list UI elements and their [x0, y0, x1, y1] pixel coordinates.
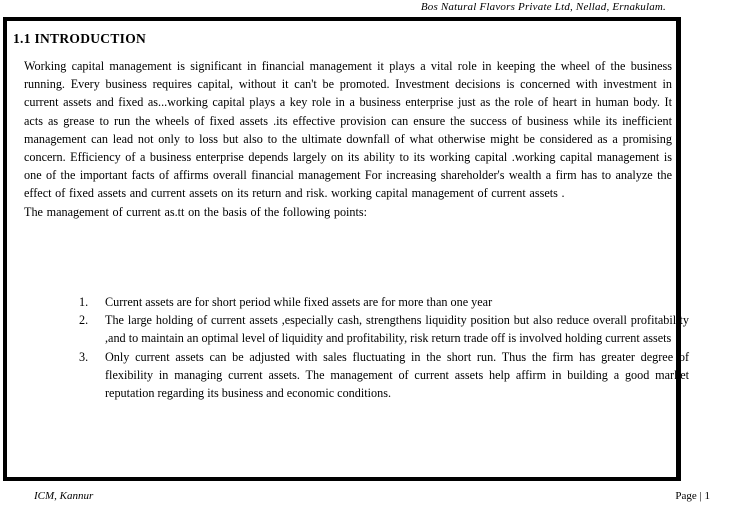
list-item-number: 2.: [79, 313, 89, 328]
list-item-text: Current assets are for short period while fixed assets are for more than one year: [105, 295, 493, 309]
points-list: [67, 293, 689, 402]
page-border-frame: [3, 17, 689, 481]
intro-paragraph: [24, 57, 672, 221]
list-item-text: Only current assets can be adjusted with sales fluctuating in the short run. Thus the firm has greater degree of flexibility in managing current assets. The management of current assets help affirm in building a good market reputation regarding its business and economic conditions.: [105, 349, 689, 401]
list-item: [67, 348, 689, 403]
page-header: Bos Natural Flavors Private Ltd, Nellad, Ernakulam.: [420, 1, 666, 13]
list-item-text: The large holding of current assets ,especially cash, strengthens liquidity position but also reduce overall profitability ,and to maintain an optimal level of liquidity and profitability, risk return trade off is involved holding current assets: [105, 313, 689, 346]
list-item-number: 1.: [79, 295, 89, 309]
list-item-number: 3.: [79, 349, 89, 364]
intro-paragraph-body: Working capital management is significant in financial management it plays a vital role in keeping the wheel of the business running. Every business requires capital, without it can't be promoted. Investment decisions is concerned with investment in current assets and fixed as...working capital plays a key role in a business enterprise just as the role of heart in human body. It acts as grease to run the wheels of fixed assets .its effective provision can ensure the success of business while its inefficient management can lead not only to loss but also to the ultimate downfall of what otherwise might be considered as a promising concern. Efficiency of a business enterprise depends largely on its ability to its working capital .working capital management is one of the important facts of affirms overall financial management For increasing shareholder's wealth a firm has to analyze the effect of fixed assets and current assets on its return and risk. working capital management of current assets .: [24, 59, 672, 201]
intro-paragraph-last-line: The management of current as.tt on the basis of the following points:: [24, 204, 368, 219]
list-item: [67, 293, 689, 311]
page-number: Page | 1: [675, 490, 710, 502]
list-item: [67, 311, 689, 347]
section-title: 1.1 INTRODUCTION: [13, 31, 147, 46]
footer-institution: ICM, Kannur: [34, 490, 94, 502]
